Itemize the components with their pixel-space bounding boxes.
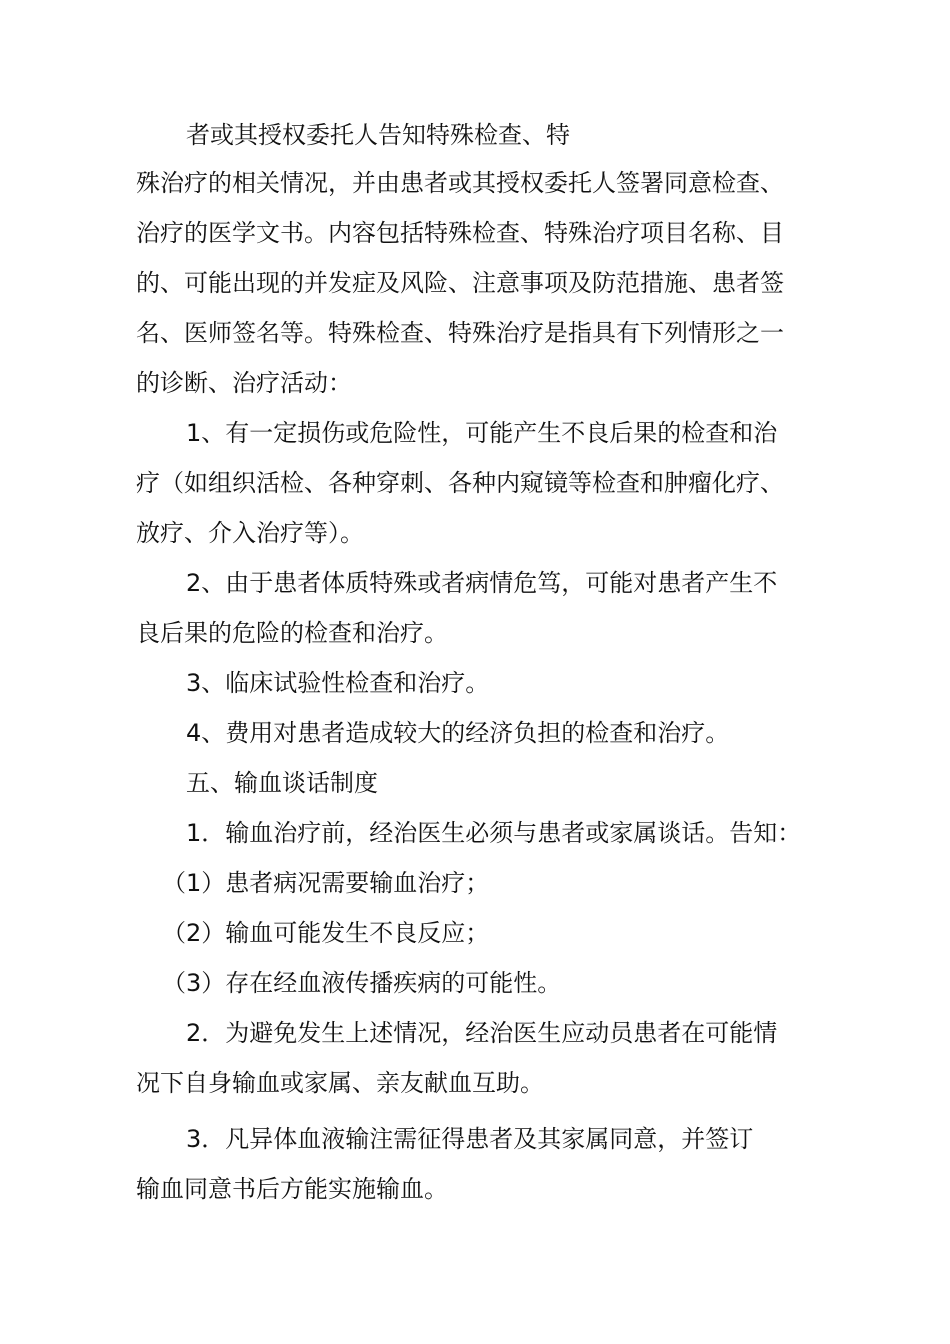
- list-item-line: 况下自身输血或家属、亲友献血互助。: [136, 1069, 544, 1097]
- list-item-line: 4、费用对患者造成较大的经济负担的检查和治疗。: [186, 719, 730, 747]
- paragraph-line: 的、可能出现的并发症及风险、注意事项及防范措施、患者签: [136, 269, 784, 297]
- list-item-line: 1、有一定损伤或危险性，可能产生不良后果的检查和治: [186, 419, 778, 447]
- sub-list-item: （2）输血可能发生不良反应；: [162, 919, 490, 947]
- paragraph-line: 者或其授权委托人告知特殊检查、特: [186, 121, 570, 149]
- paragraph-line: 的诊断、治疗活动：: [136, 369, 352, 397]
- list-item-line: 放疗、介入治疗等）。: [136, 519, 364, 547]
- paragraph-line: 殊治疗的相关情况，并由患者或其授权委托人签署同意检查、: [136, 169, 784, 197]
- list-item-line: 疗（如组织活检、各种穿刺、各种内窥镜等检查和肿瘤化疗、: [136, 469, 784, 497]
- list-item-line: 输血同意书后方能实施输血。: [136, 1175, 448, 1203]
- list-item-line: 2、由于患者体质特殊或者病情危笃，可能对患者产生不: [186, 569, 778, 597]
- list-item-line: 2．为避免发生上述情况，经治医生应动员患者在可能情: [186, 1019, 778, 1047]
- list-item-line: 3、临床试验性检查和治疗。: [186, 669, 490, 697]
- paragraph-line: 治疗的医学文书。内容包括特殊检查、特殊治疗项目名称、目: [136, 219, 784, 247]
- list-item-line: 1．输血治疗前，经治医生必须与患者或家属谈话。告知：: [186, 819, 802, 847]
- paragraph-line: 名、医师签名等。特殊检查、特殊治疗是指具有下列情形之一: [136, 319, 784, 347]
- list-item-line: 良后果的危险的检查和治疗。: [136, 619, 448, 647]
- list-item-line: 3．凡异体血液输注需征得患者及其家属同意，并签订: [186, 1125, 754, 1153]
- sub-list-item: （3）存在经血液传播疾病的可能性。: [162, 969, 562, 997]
- section-heading: 五、输血谈话制度: [186, 769, 378, 797]
- sub-list-item: （1）患者病况需要输血治疗；: [162, 869, 490, 897]
